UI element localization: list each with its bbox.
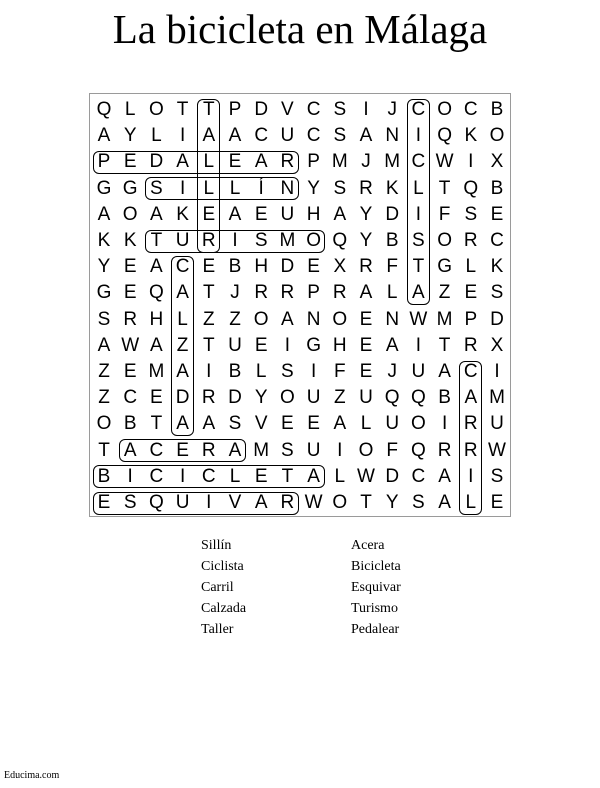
- word-highlight: [93, 492, 299, 515]
- grid-cell: D: [490, 308, 504, 330]
- grid-cell: I: [441, 413, 448, 435]
- grid-cell: S: [412, 230, 425, 251]
- grid-cell: Z: [333, 387, 346, 409]
- grid-cell: U: [359, 387, 373, 409]
- grid-cell: B: [490, 99, 504, 120]
- grid-cell: O: [437, 230, 452, 251]
- grid-cell: V: [281, 99, 294, 120]
- grid-cell: Z: [98, 361, 110, 382]
- grid-cell: P: [464, 308, 478, 330]
- grid-cell: E: [176, 439, 189, 461]
- grid-cell: F: [333, 361, 346, 382]
- grid-cell: L: [229, 465, 241, 487]
- grid-cell: D: [254, 99, 269, 120]
- grid-cell: E: [359, 334, 373, 356]
- grid-cell: P: [97, 151, 111, 173]
- grid-cell: A: [176, 413, 189, 435]
- grid-cell: M: [384, 151, 401, 173]
- grid-cell: A: [123, 439, 137, 461]
- grid-cell: F: [386, 439, 398, 461]
- grid-cell: E: [228, 151, 242, 173]
- grid-cell: R: [280, 282, 295, 304]
- grid-cell: X: [490, 334, 504, 356]
- grid-cell: I: [468, 151, 474, 173]
- grid-cell: C: [411, 99, 426, 120]
- grid-cell: V: [228, 492, 242, 513]
- grid-cell: E: [202, 256, 216, 278]
- grid-cell: Z: [202, 308, 215, 330]
- grid-cell: O: [122, 203, 138, 225]
- grid-cell: Y: [359, 230, 373, 251]
- grid-cell: H: [149, 308, 164, 330]
- grid-cell: C: [411, 465, 426, 487]
- grid-cell: E: [359, 308, 373, 330]
- grid-cell: C: [254, 125, 269, 147]
- grid-cell: Y: [123, 125, 137, 147]
- grid-cell: C: [463, 361, 478, 382]
- grid-cell: A: [202, 125, 216, 147]
- grid-cell: W: [304, 492, 323, 513]
- grid-cell: A: [97, 203, 111, 225]
- grid-cell: W: [488, 439, 506, 461]
- grid-cell: V: [254, 413, 268, 435]
- grid-cell: T: [202, 282, 215, 304]
- grid-cell: S: [150, 177, 163, 199]
- word-list-item: Calzada: [201, 601, 247, 616]
- grid-cell: F: [438, 203, 451, 225]
- grid-cell: L: [124, 99, 136, 120]
- word-highlight: [145, 177, 299, 200]
- grid-cell: A: [333, 203, 347, 225]
- grid-cell: A: [228, 125, 242, 147]
- grid-cell: K: [464, 125, 478, 147]
- grid-cell: J: [361, 151, 371, 173]
- grid-cell: R: [123, 308, 138, 330]
- grid-cell: S: [490, 282, 504, 304]
- grid-cell: O: [332, 492, 348, 513]
- grid-cell: J: [387, 99, 397, 120]
- grid-cell: O: [253, 308, 269, 330]
- grid-cell: X: [333, 256, 347, 278]
- grid-cell: S: [281, 361, 294, 382]
- grid-cell: P: [228, 99, 242, 120]
- grid-cell: L: [334, 465, 346, 487]
- grid-cell: A: [228, 203, 242, 225]
- grid-cell: Y: [254, 387, 268, 409]
- grid-cell: R: [359, 256, 373, 278]
- grid-cell: M: [279, 230, 296, 251]
- grid-cell: I: [179, 125, 186, 147]
- grid-cell: O: [437, 99, 452, 120]
- grid-cell: N: [385, 125, 400, 147]
- word-highlight: [93, 465, 326, 488]
- word-highlight: [459, 361, 482, 515]
- footer-source: Educima.com: [4, 770, 60, 781]
- grid-cell: O: [332, 308, 348, 330]
- grid-cell: E: [150, 387, 163, 409]
- grid-cell: G: [96, 282, 112, 304]
- grid-cell: S: [97, 308, 111, 330]
- grid-cell: E: [254, 203, 268, 225]
- grid-cell: I: [127, 465, 133, 487]
- grid-cell: L: [465, 256, 477, 278]
- grid-cell: A: [176, 151, 189, 173]
- grid-cell: O: [149, 99, 164, 120]
- grid-cell: U: [280, 125, 295, 147]
- word-highlight: [93, 151, 299, 174]
- grid-cell: T: [360, 492, 372, 513]
- grid-cell: L: [465, 492, 477, 513]
- grid-cell: T: [438, 334, 451, 356]
- grid-cell: O: [280, 387, 295, 409]
- grid-cell: M: [253, 439, 270, 461]
- grid-cell: S: [254, 230, 268, 251]
- grid-cell: O: [96, 413, 112, 435]
- grid-cell: J: [230, 282, 240, 304]
- grid-cell: S: [333, 99, 347, 120]
- grid-cell: P: [307, 282, 320, 304]
- grid-cell: R: [332, 282, 347, 304]
- grid-cell: A: [307, 465, 320, 487]
- grid-cell: A: [176, 282, 189, 304]
- grid-cell: C: [306, 99, 321, 120]
- grid-cell: I: [206, 361, 212, 382]
- grid-cell: Q: [437, 125, 452, 147]
- grid-cell: C: [201, 465, 216, 487]
- grid-cell: F: [386, 256, 398, 278]
- grid-cell: K: [97, 230, 111, 251]
- grid-cell: S: [281, 439, 294, 461]
- word-highlight: [407, 99, 430, 305]
- grid-cell: K: [176, 203, 189, 225]
- grid-cell: A: [333, 413, 347, 435]
- grid-cell: Z: [438, 282, 451, 304]
- word-highlight: [145, 230, 325, 253]
- grid-cell: U: [228, 334, 242, 356]
- grid-cell: E: [123, 151, 137, 173]
- grid-cell: R: [463, 230, 478, 251]
- grid-cell: B: [97, 465, 111, 487]
- grid-cell: J: [387, 361, 397, 382]
- grid-cell: E: [490, 492, 504, 513]
- grid-cell: D: [149, 151, 164, 173]
- grid-cell: I: [415, 125, 422, 147]
- grid-cell: Í: [258, 177, 264, 199]
- grid-cell: U: [385, 413, 400, 435]
- grid-cell: X: [490, 151, 504, 173]
- grid-cell: M: [331, 151, 348, 173]
- grid-cell: T: [176, 99, 189, 120]
- grid-cell: B: [123, 413, 137, 435]
- grid-cell: D: [385, 203, 400, 225]
- grid-cell: S: [333, 177, 347, 199]
- grid-cell: L: [229, 177, 241, 199]
- grid-cell: A: [228, 439, 242, 461]
- grid-cell: U: [175, 230, 190, 251]
- word-highlight: [171, 256, 194, 436]
- grid-cell: M: [148, 361, 165, 382]
- grid-cell: E: [490, 203, 504, 225]
- grid-cell: E: [97, 492, 111, 513]
- grid-cell: S: [333, 125, 347, 147]
- grid-cell: L: [413, 177, 424, 199]
- grid-cell: E: [281, 413, 294, 435]
- grid-cell: A: [150, 256, 163, 278]
- grid-cell: D: [385, 465, 400, 487]
- grid-cell: Y: [385, 492, 399, 513]
- grid-cell: R: [463, 334, 478, 356]
- grid-cell: E: [254, 334, 268, 356]
- grid-cell: R: [463, 439, 478, 461]
- word-list-item: Carril: [201, 580, 234, 595]
- grid-cell: Q: [149, 282, 164, 304]
- grid-cell: O: [306, 230, 321, 251]
- grid-cell: A: [254, 151, 268, 173]
- grid-cell: E: [123, 256, 137, 278]
- grid-cell: Q: [332, 230, 348, 251]
- grid-cell: T: [202, 334, 215, 356]
- grid-cell: U: [306, 439, 321, 461]
- grid-cell: I: [232, 230, 238, 251]
- grid-cell: G: [306, 334, 321, 356]
- grid-cell: O: [358, 439, 374, 461]
- grid-cell: C: [306, 125, 321, 147]
- grid-cell: Q: [96, 99, 112, 120]
- grid-cell: R: [463, 413, 478, 435]
- grid-cell: T: [438, 177, 451, 199]
- word-list-item: Turismo: [351, 601, 398, 616]
- grid-cell: I: [415, 203, 422, 225]
- word-list-item: Bicicleta: [351, 559, 401, 574]
- page-title: La bicicleta en Málaga: [112, 6, 488, 52]
- grid-cell: W: [121, 334, 140, 356]
- word-list-item: Pedalear: [351, 622, 400, 637]
- grid-cell: L: [360, 413, 372, 435]
- grid-cell: K: [490, 256, 504, 278]
- grid-cell: O: [489, 125, 505, 147]
- grid-cell: T: [150, 413, 163, 435]
- word-list-item: Acera: [351, 538, 385, 553]
- grid-cell: R: [201, 230, 216, 251]
- grid-cell: A: [385, 334, 399, 356]
- grid-cell: Z: [229, 308, 241, 330]
- grid-cell: C: [175, 256, 190, 278]
- grid-cell: W: [409, 308, 428, 330]
- grid-cell: A: [150, 334, 163, 356]
- grid-cell: A: [176, 361, 189, 382]
- grid-cell: Z: [98, 387, 110, 409]
- grid-cell: E: [254, 465, 268, 487]
- grid-cell: T: [202, 99, 215, 120]
- grid-cell: S: [228, 413, 242, 435]
- grid-cell: H: [254, 256, 269, 278]
- grid-cell: I: [337, 439, 343, 461]
- grid-cell: C: [149, 465, 164, 487]
- grid-cell: Q: [149, 492, 164, 513]
- grid-cell: S: [412, 492, 425, 513]
- grid-cell: I: [415, 334, 422, 356]
- grid-cell: A: [97, 334, 111, 356]
- grid-cell: I: [179, 177, 186, 199]
- grid-cell: C: [123, 387, 138, 409]
- grid-cell: L: [386, 282, 398, 304]
- grid-cell: L: [177, 308, 188, 330]
- grid-cell: C: [149, 439, 164, 461]
- grid-cell: W: [435, 151, 454, 173]
- grid-cell: A: [412, 282, 425, 304]
- grid-cell: Q: [411, 439, 426, 461]
- grid-cell: I: [363, 99, 369, 120]
- grid-cell: K: [385, 177, 399, 199]
- grid-cell: H: [332, 334, 347, 356]
- grid-cell: L: [203, 151, 215, 173]
- word-list-item: Taller: [201, 622, 234, 637]
- grid-cell: A: [464, 387, 478, 409]
- grid-cell: S: [490, 465, 504, 487]
- word-highlight: [119, 439, 247, 462]
- grid-cell: B: [490, 177, 504, 199]
- grid-cell: B: [438, 387, 451, 409]
- grid-cell: I: [494, 361, 500, 382]
- grid-cell: E: [307, 413, 320, 435]
- grid-cell: S: [123, 492, 137, 513]
- grid-cell: B: [385, 230, 399, 251]
- grid-cell: G: [437, 256, 452, 278]
- grid-cell: A: [359, 282, 373, 304]
- grid-cell: G: [122, 177, 138, 199]
- grid-cell: Z: [176, 334, 189, 356]
- grid-cell: U: [411, 361, 426, 382]
- grid-cell: W: [357, 465, 375, 487]
- grid-cell: E: [359, 361, 373, 382]
- grid-cell: A: [281, 308, 294, 330]
- grid-cell: O: [411, 413, 426, 435]
- grid-cell: P: [307, 151, 320, 173]
- grid-cell: Q: [384, 387, 400, 409]
- grid-cell: A: [438, 492, 451, 513]
- grid-cell: E: [202, 203, 216, 225]
- grid-cell: U: [280, 203, 295, 225]
- word-list-item: Esquivar: [351, 580, 401, 595]
- grid-cell: A: [254, 492, 268, 513]
- grid-cell: U: [306, 387, 321, 409]
- grid-cell: H: [306, 203, 321, 225]
- word-list-item: Sillín: [201, 538, 232, 553]
- grid-cell: A: [438, 465, 451, 487]
- grid-cell: E: [307, 256, 320, 278]
- grid-cell: R: [201, 439, 216, 461]
- grid-cell: G: [96, 177, 112, 199]
- grid-cell: T: [412, 256, 425, 278]
- grid-cell: U: [490, 413, 504, 435]
- grid-cell: C: [411, 151, 426, 173]
- grid-cell: R: [280, 151, 295, 173]
- grid-cell: A: [202, 413, 216, 435]
- grid-cell: Y: [97, 256, 111, 278]
- grid-cell: R: [254, 282, 269, 304]
- grid-cell: Y: [307, 177, 320, 199]
- grid-cell: I: [310, 361, 317, 382]
- grid-cell: D: [175, 387, 190, 409]
- grid-cell: A: [97, 125, 111, 147]
- grid-cell: R: [359, 177, 373, 199]
- grid-cell: E: [123, 361, 137, 382]
- grid-cell: D: [280, 256, 295, 278]
- grid-cell: R: [280, 492, 295, 513]
- grid-cell: T: [150, 230, 163, 251]
- word-list-item: Ciclista: [201, 559, 244, 574]
- grid-cell: Y: [359, 203, 373, 225]
- grid-cell: U: [175, 492, 190, 513]
- grid-cell: I: [206, 492, 212, 513]
- grid-cell: R: [437, 439, 452, 461]
- grid-cell: S: [464, 203, 478, 225]
- grid-cell: C: [463, 99, 478, 120]
- grid-cell: L: [255, 361, 267, 382]
- grid-cell: L: [151, 125, 162, 147]
- grid-cell: M: [436, 308, 453, 330]
- grid-cell: R: [201, 387, 216, 409]
- grid-cell: N: [280, 177, 295, 199]
- grid-cell: Q: [463, 177, 479, 199]
- grid-cell: T: [98, 439, 110, 461]
- grid-cell: A: [150, 203, 163, 225]
- grid-cell: I: [284, 334, 291, 356]
- grid-cell: B: [228, 361, 242, 382]
- grid-cell: L: [203, 177, 215, 199]
- grid-cell: Q: [411, 387, 426, 409]
- grid-cell: T: [281, 465, 294, 487]
- grid-cell: E: [123, 282, 137, 304]
- grid-cell: N: [306, 308, 321, 330]
- grid-cell: E: [464, 282, 478, 304]
- grid-cell: I: [468, 465, 474, 487]
- grid-cell: A: [438, 361, 451, 382]
- grid-cell: K: [123, 230, 137, 251]
- grid-cell: I: [179, 465, 186, 487]
- grid-cell: M: [489, 387, 505, 409]
- grid-cell: D: [228, 387, 242, 409]
- grid-cell: A: [359, 125, 373, 147]
- grid-cell: C: [490, 230, 504, 251]
- grid-cell: N: [385, 308, 400, 330]
- grid-cell: B: [228, 256, 242, 278]
